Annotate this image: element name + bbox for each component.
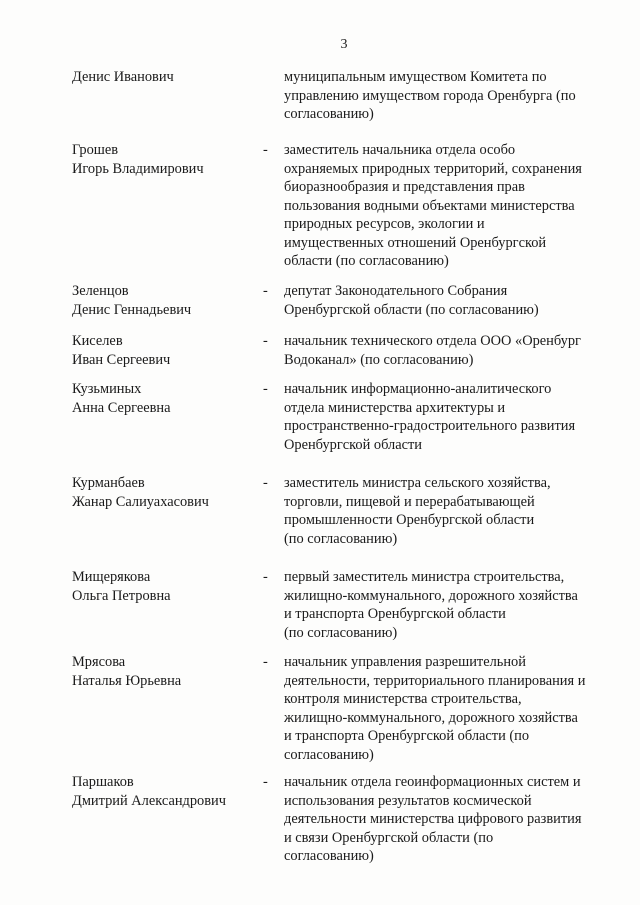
member-role-line: (по согласованию) — [284, 624, 398, 641]
separator-dash: - — [263, 654, 268, 670]
member-role-line: согласованию) — [284, 106, 374, 122]
member-role — [284, 568, 614, 642]
member-role-line: отдела министерства архитектуры и — [284, 399, 506, 416]
member-name-line: Кузьминых — [72, 381, 142, 397]
member-role-line: заместитель министра сельского хозяйства, — [284, 475, 551, 491]
member-role-line: природных ресурсов, экологии и — [284, 216, 485, 232]
member-role — [284, 474, 614, 548]
member-role-line: Оренбургской области — [284, 436, 422, 453]
member-name-line: Зеленцов — [72, 283, 129, 299]
member-role-line: контроля министерства строительства, — [284, 691, 522, 707]
member-role — [284, 282, 614, 319]
separator-dash: - — [263, 333, 268, 349]
member-role — [284, 653, 614, 764]
separator-dash: - — [263, 142, 268, 158]
member-role-line: депутат Законодательного Собрания — [284, 283, 508, 299]
separator-dash: - — [263, 381, 268, 397]
member-role — [284, 141, 614, 271]
member-role-line: промышленности Оренбургской области — [284, 512, 535, 528]
member-name — [72, 568, 262, 605]
member-role-line: Водоканал» (по согласованию) — [284, 351, 474, 368]
separator-dash: - — [263, 774, 268, 790]
member-name-line: Денис Геннадьевич — [72, 301, 192, 318]
member-role-line: пространственно-градостроительного развития — [284, 418, 576, 434]
member-role-line: и транспорта Оренбургской области — [284, 606, 506, 622]
member-name-line: Паршаков — [72, 774, 134, 790]
member-name-line: Киселев — [72, 333, 123, 349]
member-role — [284, 380, 614, 454]
member-role-line: (по согласованию) — [284, 530, 398, 547]
member-role-line: деятельности, территориального планирования и — [284, 672, 586, 689]
member-name-line: Игорь Владимирович — [72, 160, 204, 177]
member-role — [284, 332, 614, 369]
member-role-line: жилищно-коммунального, дорожного хозяйства — [284, 587, 578, 604]
member-name-line: Анна Сергеевна — [72, 399, 171, 416]
separator-dash: - — [263, 475, 268, 491]
member-name — [72, 653, 262, 690]
member-role-line: и транспорта Оренбургской области (по — [284, 728, 530, 744]
separator-dash: - — [263, 283, 268, 299]
member-role-line: заместитель начальника отдела особо — [284, 142, 516, 158]
member-role-line: жилищно-коммунального, дорожного хозяйства — [284, 709, 578, 726]
member-role-line: торговли, пищевой и перерабатывающей — [284, 493, 535, 510]
member-name — [72, 282, 262, 319]
page-number: 3 — [340, 37, 348, 52]
member-role-line: имущественных отношений Оренбургской — [284, 234, 547, 251]
member-role-line: согласованию) — [284, 848, 374, 864]
member-name-line: Дмитрий Александрович — [72, 792, 226, 809]
member-role-line: начальник информационно-аналитического — [284, 381, 552, 397]
member-name — [72, 68, 262, 87]
member-name — [72, 474, 262, 511]
member-name — [72, 141, 262, 178]
separator-dash: - — [263, 569, 268, 585]
member-role-line: пользования водными объектами министерства — [284, 197, 575, 214]
member-role-line: первый заместитель министра строительства, — [284, 569, 565, 585]
member-name-line: Денис Иванович — [72, 69, 174, 85]
member-role-line: муниципальным имуществом Комитета по — [284, 69, 547, 85]
member-role-line: начальник управления разрешительной — [284, 654, 526, 670]
member-name-line: Ольга Петровна — [72, 587, 171, 604]
member-role — [284, 68, 614, 124]
member-role — [284, 773, 614, 866]
member-role-line: охраняемых природных территорий, сохранения — [284, 160, 582, 177]
member-name-line: Мрясова — [72, 654, 126, 670]
member-role-line: начальник технического отдела ООО «Оренбург — [284, 333, 581, 349]
member-role-line: согласованию) — [284, 746, 374, 763]
member-role-line: начальник отдела геоинформационных систем и — [284, 774, 581, 790]
member-name-line: Грошев — [72, 142, 119, 158]
member-name-line: Жанар Салиуахасович — [72, 493, 209, 510]
member-name-line: Наталья Юрьевна — [72, 672, 182, 689]
member-role-line: и связи Оренбургской области (по — [284, 829, 494, 846]
member-role-line: области (по согласованию) — [284, 253, 449, 269]
member-role-line: биоразнообразия и представления прав — [284, 179, 525, 195]
member-name-line: Курманбаев — [72, 475, 145, 491]
member-role-line: управлению имуществом города Оренбурга (по — [284, 87, 576, 104]
member-name-line: Иван Сергеевич — [72, 351, 171, 368]
member-name — [72, 773, 262, 810]
member-role-line: Оренбургской области (по согласованию) — [284, 301, 539, 318]
member-name — [72, 380, 262, 417]
member-name — [72, 332, 262, 369]
member-role-line: деятельности министерства цифрового развития — [284, 811, 582, 827]
member-name-line: Мищерякова — [72, 569, 151, 585]
member-role-line: использования результатов космической — [284, 792, 532, 809]
